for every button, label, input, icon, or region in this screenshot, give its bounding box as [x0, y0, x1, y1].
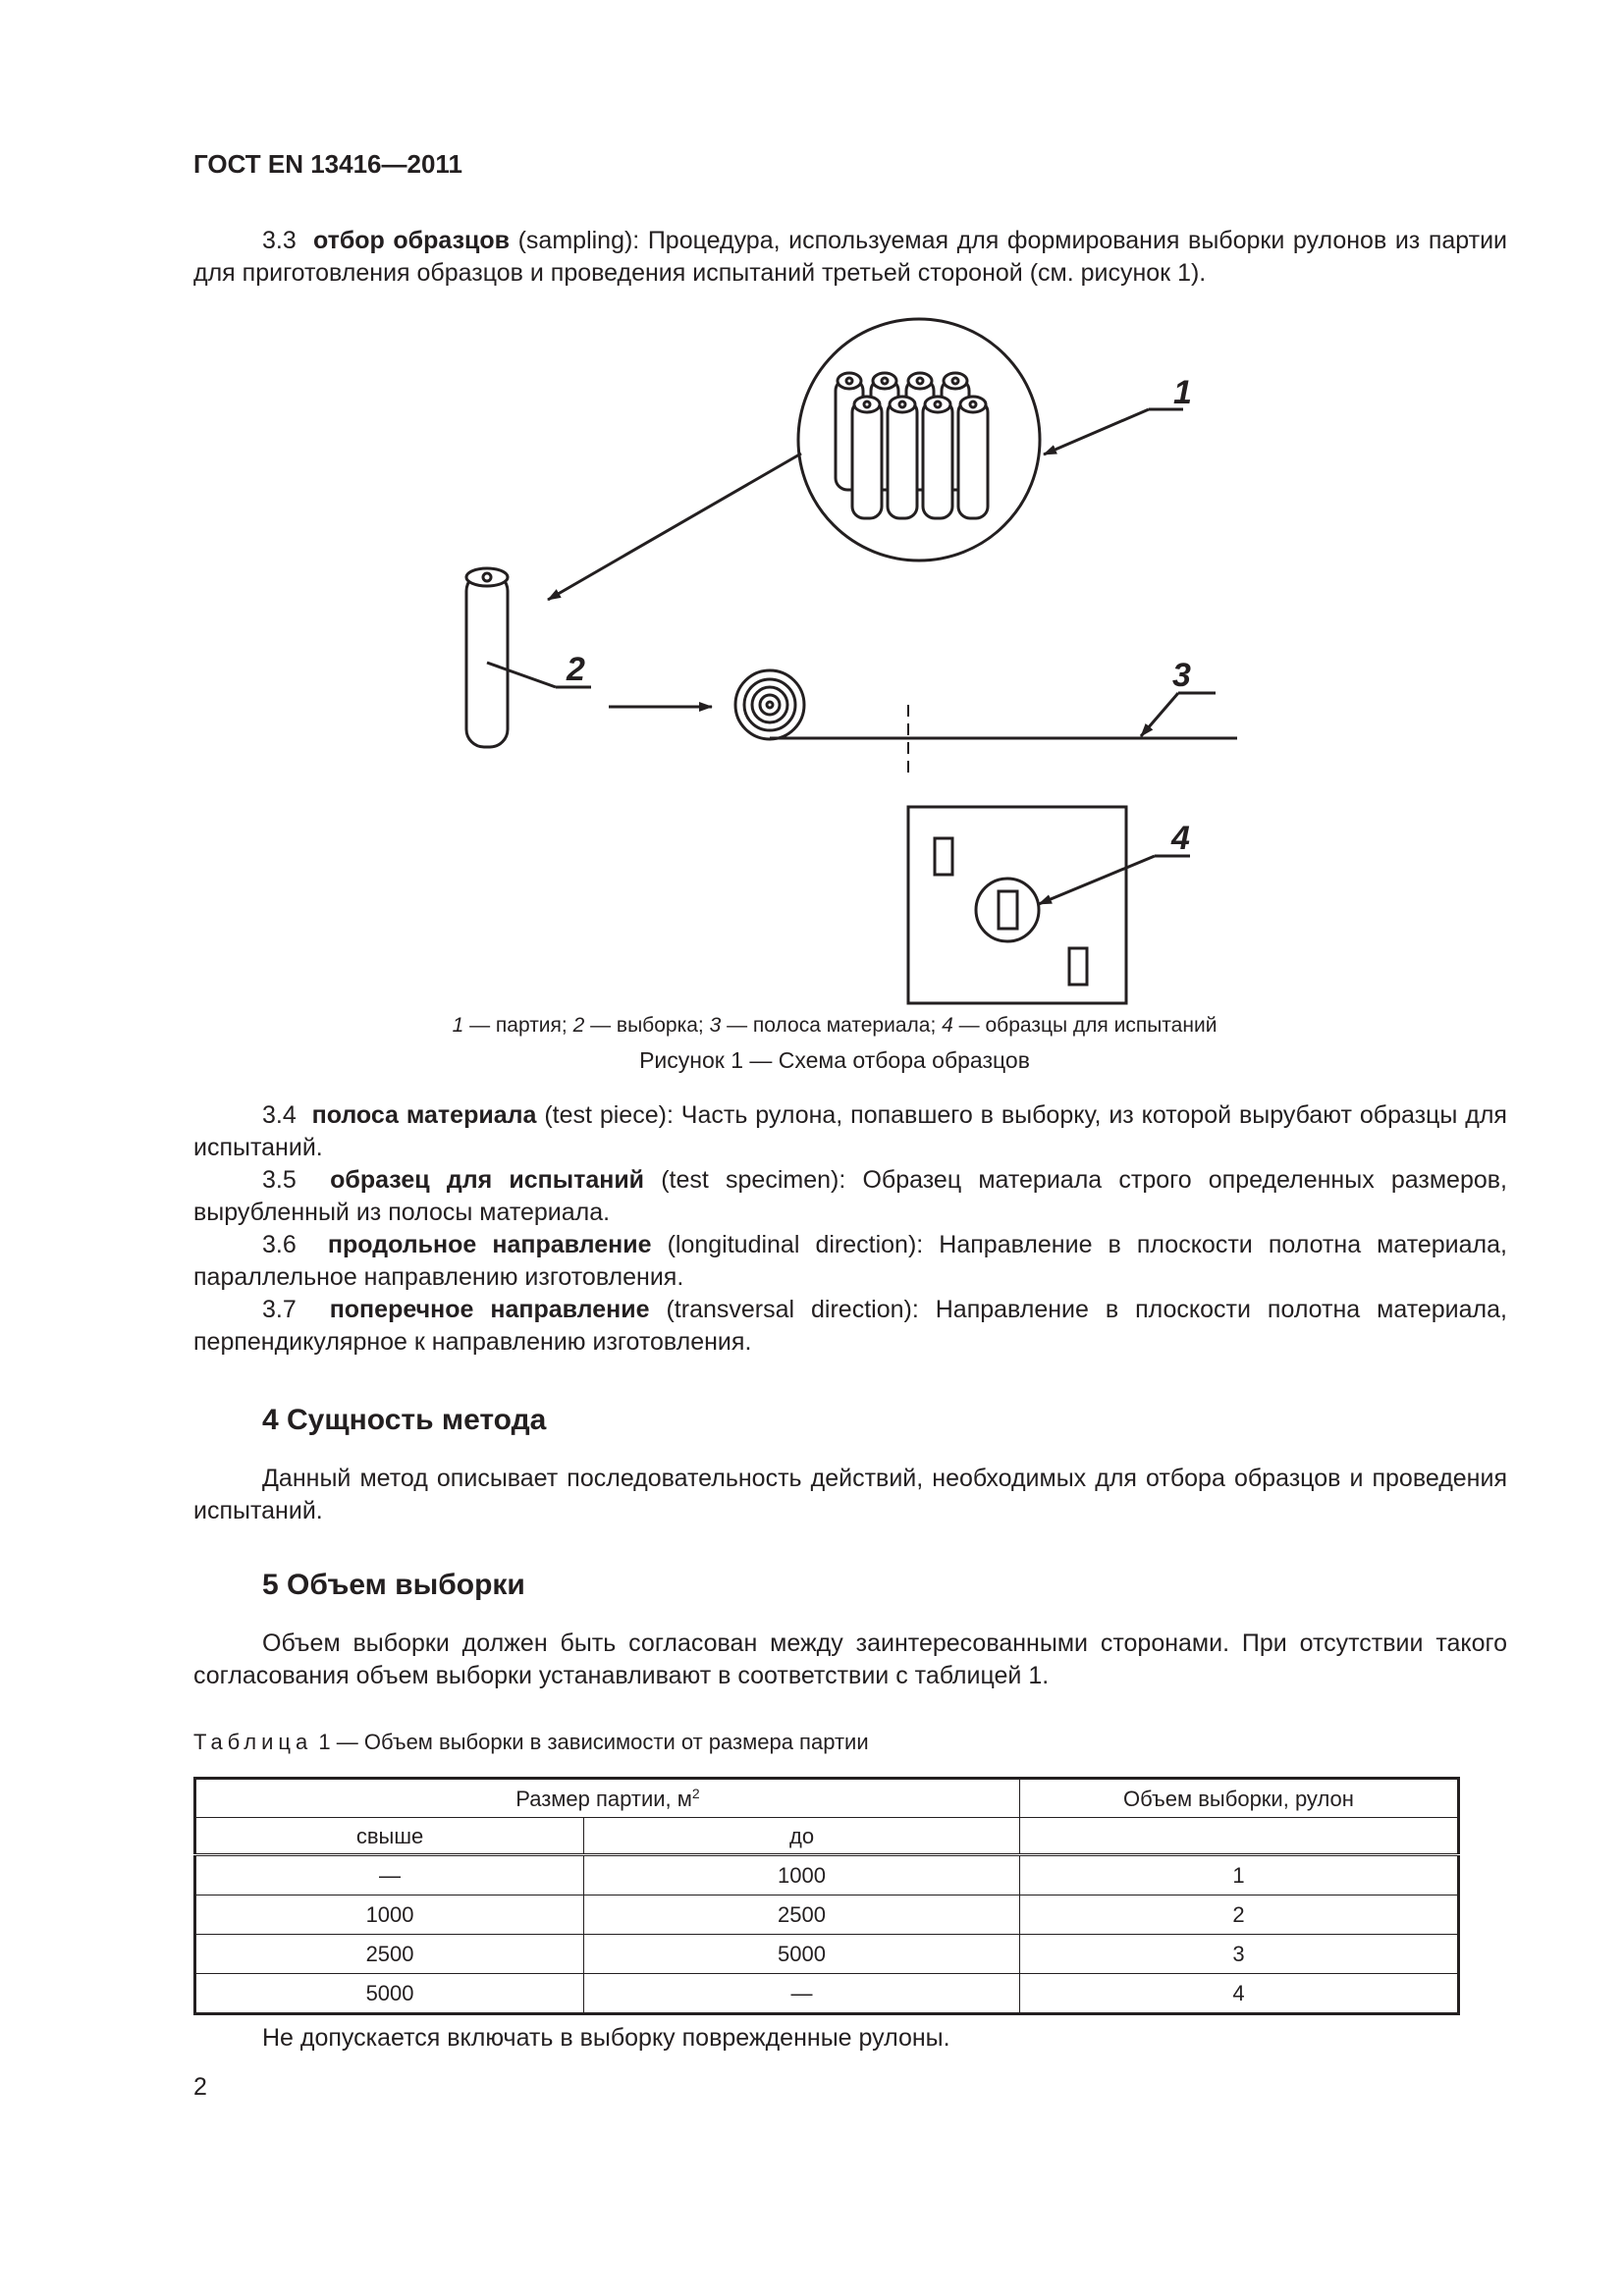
- subheader-to: до: [584, 1818, 1020, 1855]
- section-4-heading: 4 Сущность метода: [262, 1404, 547, 1436]
- section-5-text: Объем выборки должен быть согласован между заинтересованными сторонами. При отсутствии такого согласования объем выборки устанавливают в соответствии с таблицей 1.: [193, 1629, 1507, 1689]
- header-lot-size: [195, 1779, 1020, 1818]
- cell-to: 5000: [584, 1935, 1020, 1974]
- definition-3-4: [193, 1099, 1507, 1164]
- header-sample-size: Объем выборки, рулон: [1019, 1779, 1458, 1818]
- definition-3-5: [193, 1164, 1507, 1229]
- sample-roll-icon: [466, 568, 508, 747]
- subheader-empty: [1019, 1818, 1458, 1855]
- cell-over: 1000: [195, 1896, 584, 1935]
- header-lot-unit-sup: 2: [691, 1785, 700, 1801]
- callout-1: 1: [1173, 374, 1192, 411]
- table-row: [195, 1855, 1459, 1896]
- clause-number: 3.4: [262, 1101, 297, 1129]
- term: поперечное направление: [329, 1296, 650, 1323]
- callout-4: 4: [1171, 820, 1190, 857]
- definition-text: (test piece): Часть рулона, попавшего в выборку, из которой вырубают образцы для испытаний.: [193, 1101, 1507, 1161]
- subheader-over: свыше: [195, 1818, 584, 1855]
- table-row: [195, 1974, 1459, 2014]
- definition-text: (test specimen): Образец материала строго определенных размеров, вырубленный из полосы материала.: [193, 1166, 1507, 1226]
- sampling-diagram: [373, 314, 1296, 1021]
- clause-number: 3.7: [262, 1296, 297, 1323]
- cell-to: —: [584, 1974, 1020, 2014]
- page-number: 2: [193, 2073, 207, 2101]
- table-row: [195, 1896, 1459, 1935]
- clause-number: 3.6: [262, 1231, 297, 1258]
- table-caption-prefix: Таблица: [193, 1730, 313, 1754]
- legend-text: — образцы для испытаний: [952, 1014, 1218, 1037]
- term: продольное направление: [327, 1231, 652, 1258]
- leader-1-arrow: [1044, 409, 1149, 454]
- section-5-heading: 5 Объем выборки: [262, 1569, 525, 1601]
- legend-num: 3: [709, 1014, 722, 1037]
- legend-text: — полоса материала;: [721, 1014, 943, 1037]
- definition-3-7: [193, 1294, 1507, 1359]
- specimen-2: [999, 891, 1017, 929]
- clause-number: 3.3: [262, 227, 297, 254]
- table-caption: [193, 1726, 869, 1758]
- figure-caption: Рисунок 1 — Схема отбора образцов: [639, 1047, 1030, 1073]
- cell-over: 5000: [195, 1974, 584, 2014]
- table-caption-text: 1 — Объем выборки в зависимости от размера партии: [312, 1730, 869, 1754]
- header-lot-label: Размер партии, м: [515, 1786, 692, 1811]
- callout-2: 2: [567, 651, 585, 688]
- figure-1-sampling-scheme: [373, 314, 1296, 1021]
- legend-text: — партия;: [463, 1014, 573, 1037]
- definition-text: (longitudinal direction): Направление в плоскости полотна материала, параллельное направлению изготовления.: [193, 1231, 1507, 1291]
- cell-over: 2500: [195, 1935, 584, 1974]
- callout-3: 3: [1172, 657, 1191, 694]
- definition-3-6: [193, 1229, 1507, 1294]
- specimen-3: [1069, 948, 1087, 985]
- definition-text: (transversal direction): Направление в плоскости полотна материала, перпендикулярное к направлению изготовления.: [193, 1296, 1507, 1356]
- definitions-block: [193, 1099, 1507, 1359]
- arrow-lot-to-sample: [548, 454, 801, 600]
- specimen-highlight-circle: [976, 879, 1039, 941]
- term: полоса материала: [311, 1101, 537, 1129]
- cell-sample: 3: [1019, 1935, 1458, 1974]
- definition-3-3: [193, 225, 1507, 290]
- table-row: [195, 1935, 1459, 1974]
- lot-rolls-icon: [836, 373, 988, 518]
- note-after-table: Не допускается включать в выборку поврежденные рулоны.: [262, 2024, 950, 2052]
- cell-sample: 4: [1019, 1974, 1458, 2014]
- document-header: ГОСТ EN 13416—2011: [193, 149, 462, 179]
- unrolled-roll-icon: [735, 670, 804, 739]
- clause-number: 3.5: [262, 1166, 297, 1194]
- leader-2: [487, 663, 556, 687]
- legend-text: — выборка;: [584, 1014, 710, 1037]
- specimen-1: [935, 838, 952, 875]
- section-4-text: Данный метод описывает последовательность действий, необходимых для отбора образцов и проведения испытаний.: [193, 1465, 1507, 1524]
- definition-text: (sampling): Процедура, используемая для формирования выборки рулонов из партии для приготовления образцов и проведения испытаний третьей стороной (см. рисунок 1).: [193, 227, 1507, 287]
- cell-over: —: [195, 1855, 584, 1896]
- sample-size-table: [193, 1777, 1460, 2015]
- term: отбор образцов: [312, 227, 511, 254]
- legend-num: 4: [942, 1014, 953, 1037]
- cell-sample: 1: [1019, 1855, 1458, 1896]
- figure-legend: [373, 1009, 1296, 1041]
- cell-to: 2500: [584, 1896, 1020, 1935]
- cell-sample: 2: [1019, 1896, 1458, 1935]
- term: образец для испытаний: [330, 1166, 645, 1194]
- legend-num: 1: [452, 1014, 464, 1037]
- legend-num: 2: [572, 1014, 585, 1037]
- cell-to: 1000: [584, 1855, 1020, 1896]
